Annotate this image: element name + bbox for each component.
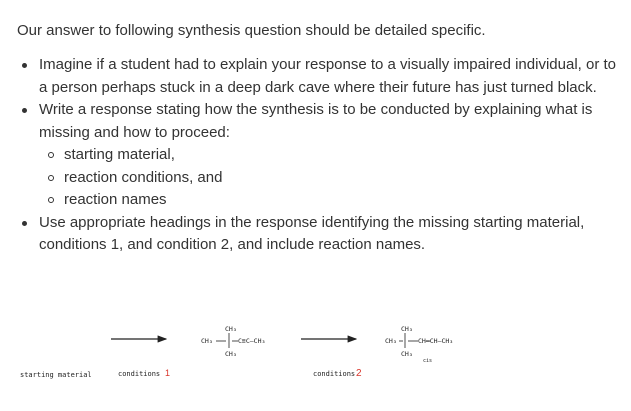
- conditions-2-label: conditions: [313, 370, 356, 378]
- product-top-methyl: CH₃: [401, 325, 413, 333]
- instruction-text: Write a response stating how the synthesis is to be conducted by explaining what is missing and how to proceed:: [39, 101, 593, 141]
- sub-instruction-text: reaction conditions, and: [64, 168, 223, 186]
- product-structure: [385, 325, 453, 364]
- sub-instruction-item: [64, 144, 620, 167]
- instruction-text: Imagine if a student had to explain your response to a visually impaired individual, or to a person perhaps stuck in a deep dark cave where their future has just turned black.: [39, 56, 616, 96]
- conditions-1-label: conditions: [118, 370, 161, 378]
- sub-instruction-text: reaction names: [64, 191, 167, 208]
- instruction-item: [39, 99, 620, 212]
- intermediate-structure: [201, 325, 265, 358]
- sub-instruction-list: [39, 144, 620, 212]
- product-left-methyl: CH₃: [385, 337, 397, 345]
- product-stereo-label: cis: [423, 358, 433, 364]
- instruction-item: [39, 54, 620, 99]
- intermediate-right-group: C≡C–CH₃: [238, 337, 266, 345]
- instruction-text: Use appropriate headings in the response identifying the missing starting material, conditions 1, and condition 2, and include reaction names.: [39, 213, 585, 253]
- reaction-scheme: [0, 300, 631, 395]
- product-right-group: CH═CH–CH₃: [418, 337, 454, 345]
- intermediate-bottom-methyl: CH₃: [225, 350, 237, 358]
- sub-instruction-item: [64, 167, 620, 190]
- intermediate-left-methyl: CH₃: [201, 337, 213, 345]
- reaction-scheme-drawing: [0, 300, 631, 395]
- instruction-item: [39, 212, 620, 257]
- conditions-1-number: 1: [165, 368, 171, 378]
- conditions-2-number: 2: [356, 368, 362, 379]
- question-intro: Our answer to following synthesis question should be detailed specific.: [17, 22, 486, 39]
- starting-material-label: starting material: [20, 371, 92, 379]
- sub-instruction-item: [64, 189, 620, 212]
- instruction-list: [0, 54, 620, 257]
- intermediate-top-methyl: CH₃: [225, 325, 237, 333]
- product-bottom-methyl: CH₃: [401, 350, 413, 358]
- sub-instruction-text: starting material,: [64, 146, 175, 163]
